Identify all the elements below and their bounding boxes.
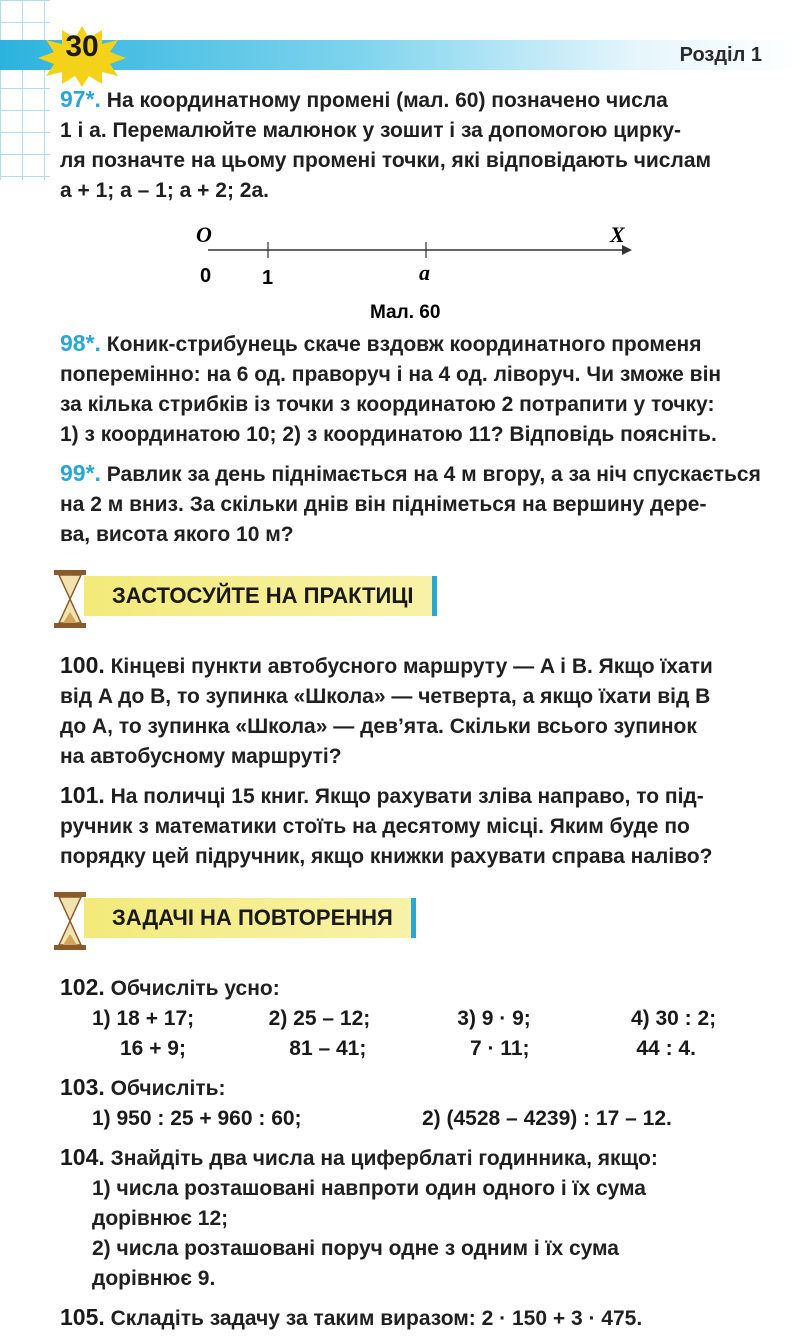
text-line: 1 і a. Перемалюйте малюнок у зошит і за допомогою цирку-	[60, 119, 682, 142]
text-line: від A до B, то зупинка «Школа» — четверта, а якщо їхати від B	[60, 685, 711, 708]
problem-101	[60, 780, 760, 872]
tick-a: a	[419, 260, 430, 285]
text-line: до A, то зупинка «Школа» — дев’ята. Скільки всього зупинок	[60, 715, 697, 738]
problem-98	[60, 328, 760, 450]
expression: 44 : 4.	[636, 1037, 696, 1060]
tick-zero: 0	[200, 265, 212, 287]
text-line: Складіть задачу за таким виразом: 2 · 150 + 3 · 475.	[110, 1307, 643, 1330]
problem-102	[60, 972, 760, 1064]
problem-title: Знайдіть два числа на циферблаті годинника, якщо:	[110, 1147, 658, 1170]
text-line: ручник з математики стоїть на десятому місці. Яким буде по	[60, 815, 690, 838]
text-line: На поличці 15 книг. Якщо рахувати зліва направо, то під-	[110, 785, 704, 808]
expression: 3) 9 · 9;	[457, 1007, 531, 1030]
origin-label: O	[196, 222, 212, 247]
problem-title: Обчисліть усно:	[110, 977, 280, 1000]
text-line: на 2 м вниз. За скільки днів він підніметься на вершину дере-	[60, 493, 707, 516]
text-line: ва, висота якого 10 м?	[60, 523, 294, 546]
text-line: на автобусному маршруті?	[60, 745, 342, 768]
problem-103	[60, 1072, 760, 1134]
hourglass-icon	[52, 890, 88, 952]
problem-title: Обчисліть:	[110, 1077, 226, 1100]
problem-number: 101.	[60, 782, 105, 808]
expression: 1) 950 : 25 + 960 : 60;	[92, 1107, 302, 1130]
expression: 81 – 41;	[289, 1037, 367, 1060]
page-content	[60, 84, 760, 1342]
expression-row	[60, 1104, 760, 1134]
expression: 4) 30 : 2;	[630, 1007, 717, 1030]
expression-row	[60, 1034, 760, 1064]
expression: 16 + 9;	[120, 1037, 186, 1060]
problem-number: 98*.	[60, 330, 101, 356]
expression: 7 · 11;	[469, 1037, 530, 1060]
text-line: 1) числа розташовані навпроти один одного і їх сума	[92, 1177, 646, 1200]
coordinate-ray	[60, 214, 760, 324]
problem-105	[60, 1302, 760, 1334]
text-line: 2) числа розташовані поруч одне з одним і їх сума	[92, 1237, 619, 1260]
text-line: ля позначте на цьому промені точки, які відповідають числам	[60, 149, 712, 172]
text-line: порядку цей підручник, якщо книжки рахувати справа наліво?	[60, 845, 713, 868]
problem-number: 99*.	[60, 460, 101, 486]
text-line: Коник-стрибунець скаче вздовж координатного променя	[106, 333, 702, 356]
text-line: поперемінно: на 6 од. праворуч і на 4 од. ліворуч. Чи зможе він	[60, 363, 722, 386]
page-number: 30	[65, 30, 99, 63]
text-line: Кінцеві пункти автобусного маршруту — A і B. Якщо їхати	[110, 655, 713, 678]
text-line: 1) з координатою 10; 2) з координатою 11? Відповідь поясніть.	[60, 423, 717, 446]
problem-number: 105.	[60, 1304, 105, 1330]
problem-number: 97*.	[60, 86, 101, 112]
problem-number: 104.	[60, 1144, 105, 1170]
problem-number: 100.	[60, 652, 105, 678]
problem-100	[60, 650, 760, 772]
expression: 2) (4528 – 4239) : 17 – 12.	[422, 1107, 672, 1130]
expression: 2) 25 – 12;	[268, 1007, 371, 1030]
problem-number: 102.	[60, 974, 105, 1000]
expression-row	[60, 1004, 760, 1034]
banner-practice	[52, 568, 760, 628]
problem-number: 103.	[60, 1074, 105, 1100]
text-line: дорівнює 12;	[92, 1207, 229, 1230]
problem-104	[60, 1142, 760, 1294]
text-line: На координатному промені (мал. 60) позначено числа	[106, 89, 668, 112]
expression: 1) 18 + 17;	[92, 1007, 195, 1030]
text-line: за кілька стрибків із точки з координатою 2 потрапити у точку:	[60, 393, 715, 416]
section-label: Розділ 1	[679, 44, 762, 66]
figure-60	[60, 214, 760, 324]
text-line: a + 1; a – 1; a + 2; 2a.	[60, 179, 269, 202]
hourglass-icon	[52, 568, 88, 630]
text-line: Равлик за день піднімається на 4 м вгору, а за ніч спускається	[106, 463, 761, 486]
problem-99	[60, 458, 760, 550]
banner-review	[52, 890, 760, 950]
tick-one: 1	[262, 267, 274, 289]
banner-title: ЗАСТОСУЙТЕ НА ПРАКТИЦІ	[84, 576, 437, 616]
banner-title: ЗАДАЧІ НА ПОВТОРЕННЯ	[84, 898, 416, 938]
axis-label: X	[610, 222, 625, 247]
text-line: дорівнює 9.	[92, 1267, 216, 1290]
figure-caption: Мал. 60	[370, 302, 441, 323]
problem-97	[60, 84, 760, 206]
